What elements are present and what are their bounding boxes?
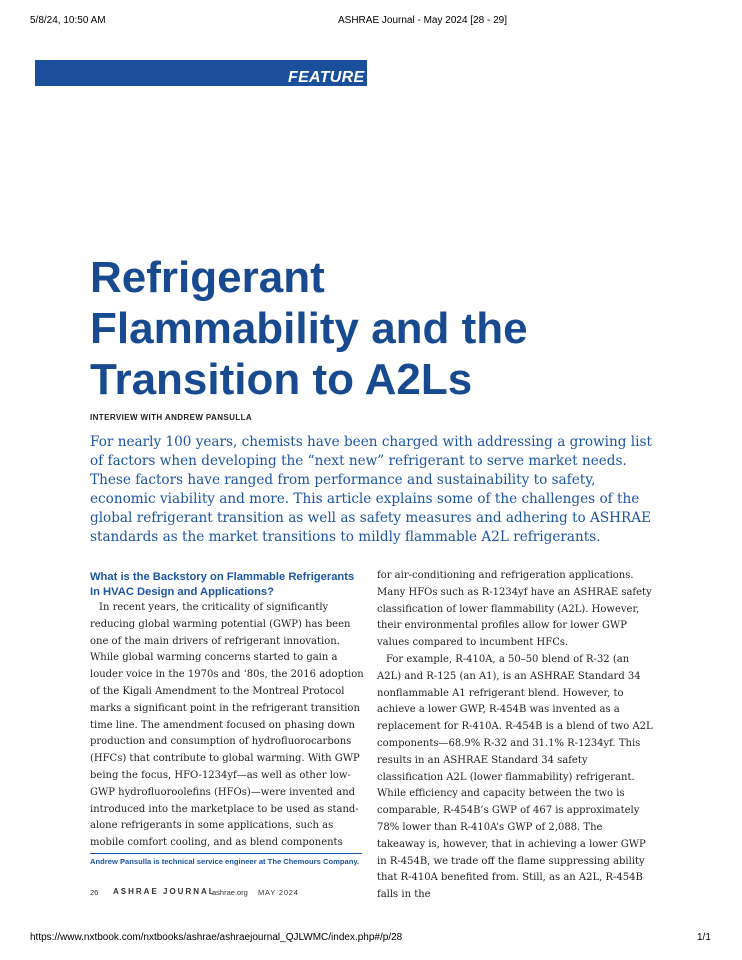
print-datetime: 5/8/24, 10:50 AM [30, 15, 106, 26]
page-number: 26 [90, 888, 99, 897]
title-line: Refrigerant [90, 253, 325, 302]
journal-site: ashrae.org [212, 888, 248, 897]
article-dek: For nearly 100 years, chemists have been charged with addressing a growing list of factors when developing the “next new” refrigerant to serve market needs. These factors have ranged from performance and sustainability to safety, economic viability and more. This article explains some of the challenges of the global refrigerant transition as well as safety measures and adhering to ASHRAE standards as the market transitions to mildly flammable A2L refrigerants. [90, 434, 652, 545]
subhead-line: In HVAC Design and Applications? [90, 585, 274, 598]
body-column-left [90, 570, 366, 852]
title-line: Flammability and the [90, 304, 528, 353]
section-label: FEATURE [288, 69, 365, 86]
body-paragraph: In recent years, the criticality of significantly reducing global warming potential (GWP) has been one of the main drivers of refrigerant innovation. While global warming concerns started to gain a louder voice in the 1970s and ‘80s, the 2016 adoption of the Kigali Amendment to the Montreal Protocol marks a significant point in the refrigerant transition time line. The amendment focused on phasing down production and consumption of hydrofluorocarbons (HFCs) that contribute to global warming. With GWP being the focus, HFO-1234yf—as well as other low-GWP hydrofluoroolefins (HFOs)—were invented and introduced into the marketplace to be used as stand-alone refrigerants in some applications, such as mobile comfort cooling, and as blend components [90, 602, 364, 849]
title-line: Transition to A2Ls [90, 355, 473, 404]
article-title [90, 252, 690, 405]
print-url[interactable]: https://www.nxtbook.com/nxtbooks/ashrae/ashraejournal_QJLWMC/index.php#/p/28 [30, 932, 403, 943]
footnote-divider [90, 853, 362, 854]
body-paragraph: for air-conditioning and refrigeration applications. Many HFOs such as R-1234yf have an ASHRAE safety classification of lower flammability (A2L). However, their environmental profiles allow for lower GWP values compared to incumbent HFCs. [377, 570, 652, 649]
body-column-right [377, 568, 653, 904]
byline: INTERVIEW WITH ANDREW PANSULLA [90, 413, 253, 422]
journal-name: ASHRAE JOURNAL [113, 887, 216, 896]
subhead-line: What is the Backstory on Flammable Refrigerants [90, 571, 355, 583]
print-page-count: 1/1 [697, 932, 711, 943]
body-paragraph: For example, R-410A, a 50–50 blend of R-32 (an A2L) and R-125 (an A1), is an ASHRAE Standard 34 nonflammable A1 refrigerant blend. However, to achieve a lower GWP, R-454B was invented as a replacement for R-410A. R-454B is a blend of two A2L components—68.9% R-32 and 31.1% R-1234yf. This results in an ASHRAE Standard 34 safety classification A2L (lower flammability) refrigerant. While efficiency and capacity between the two is comparable, R-454B’s GWP of 467 is approximately 78% lower than R-410A’s GWP of 2,088. The takeaway is, however, that in achieving a lower GWP in R-454B, we trade off the flame suppressing ability that R-410A benefited from. Still, as an A2L, R-454B falls in the [377, 653, 653, 901]
section-subhead [90, 570, 366, 599]
issue-date: MAY 2024 [258, 888, 299, 897]
author-note: Andrew Pansulla is technical service engineer at The Chemours Company. [90, 857, 360, 866]
print-document-title: ASHRAE Journal - May 2024 [28 - 29] [338, 15, 507, 26]
